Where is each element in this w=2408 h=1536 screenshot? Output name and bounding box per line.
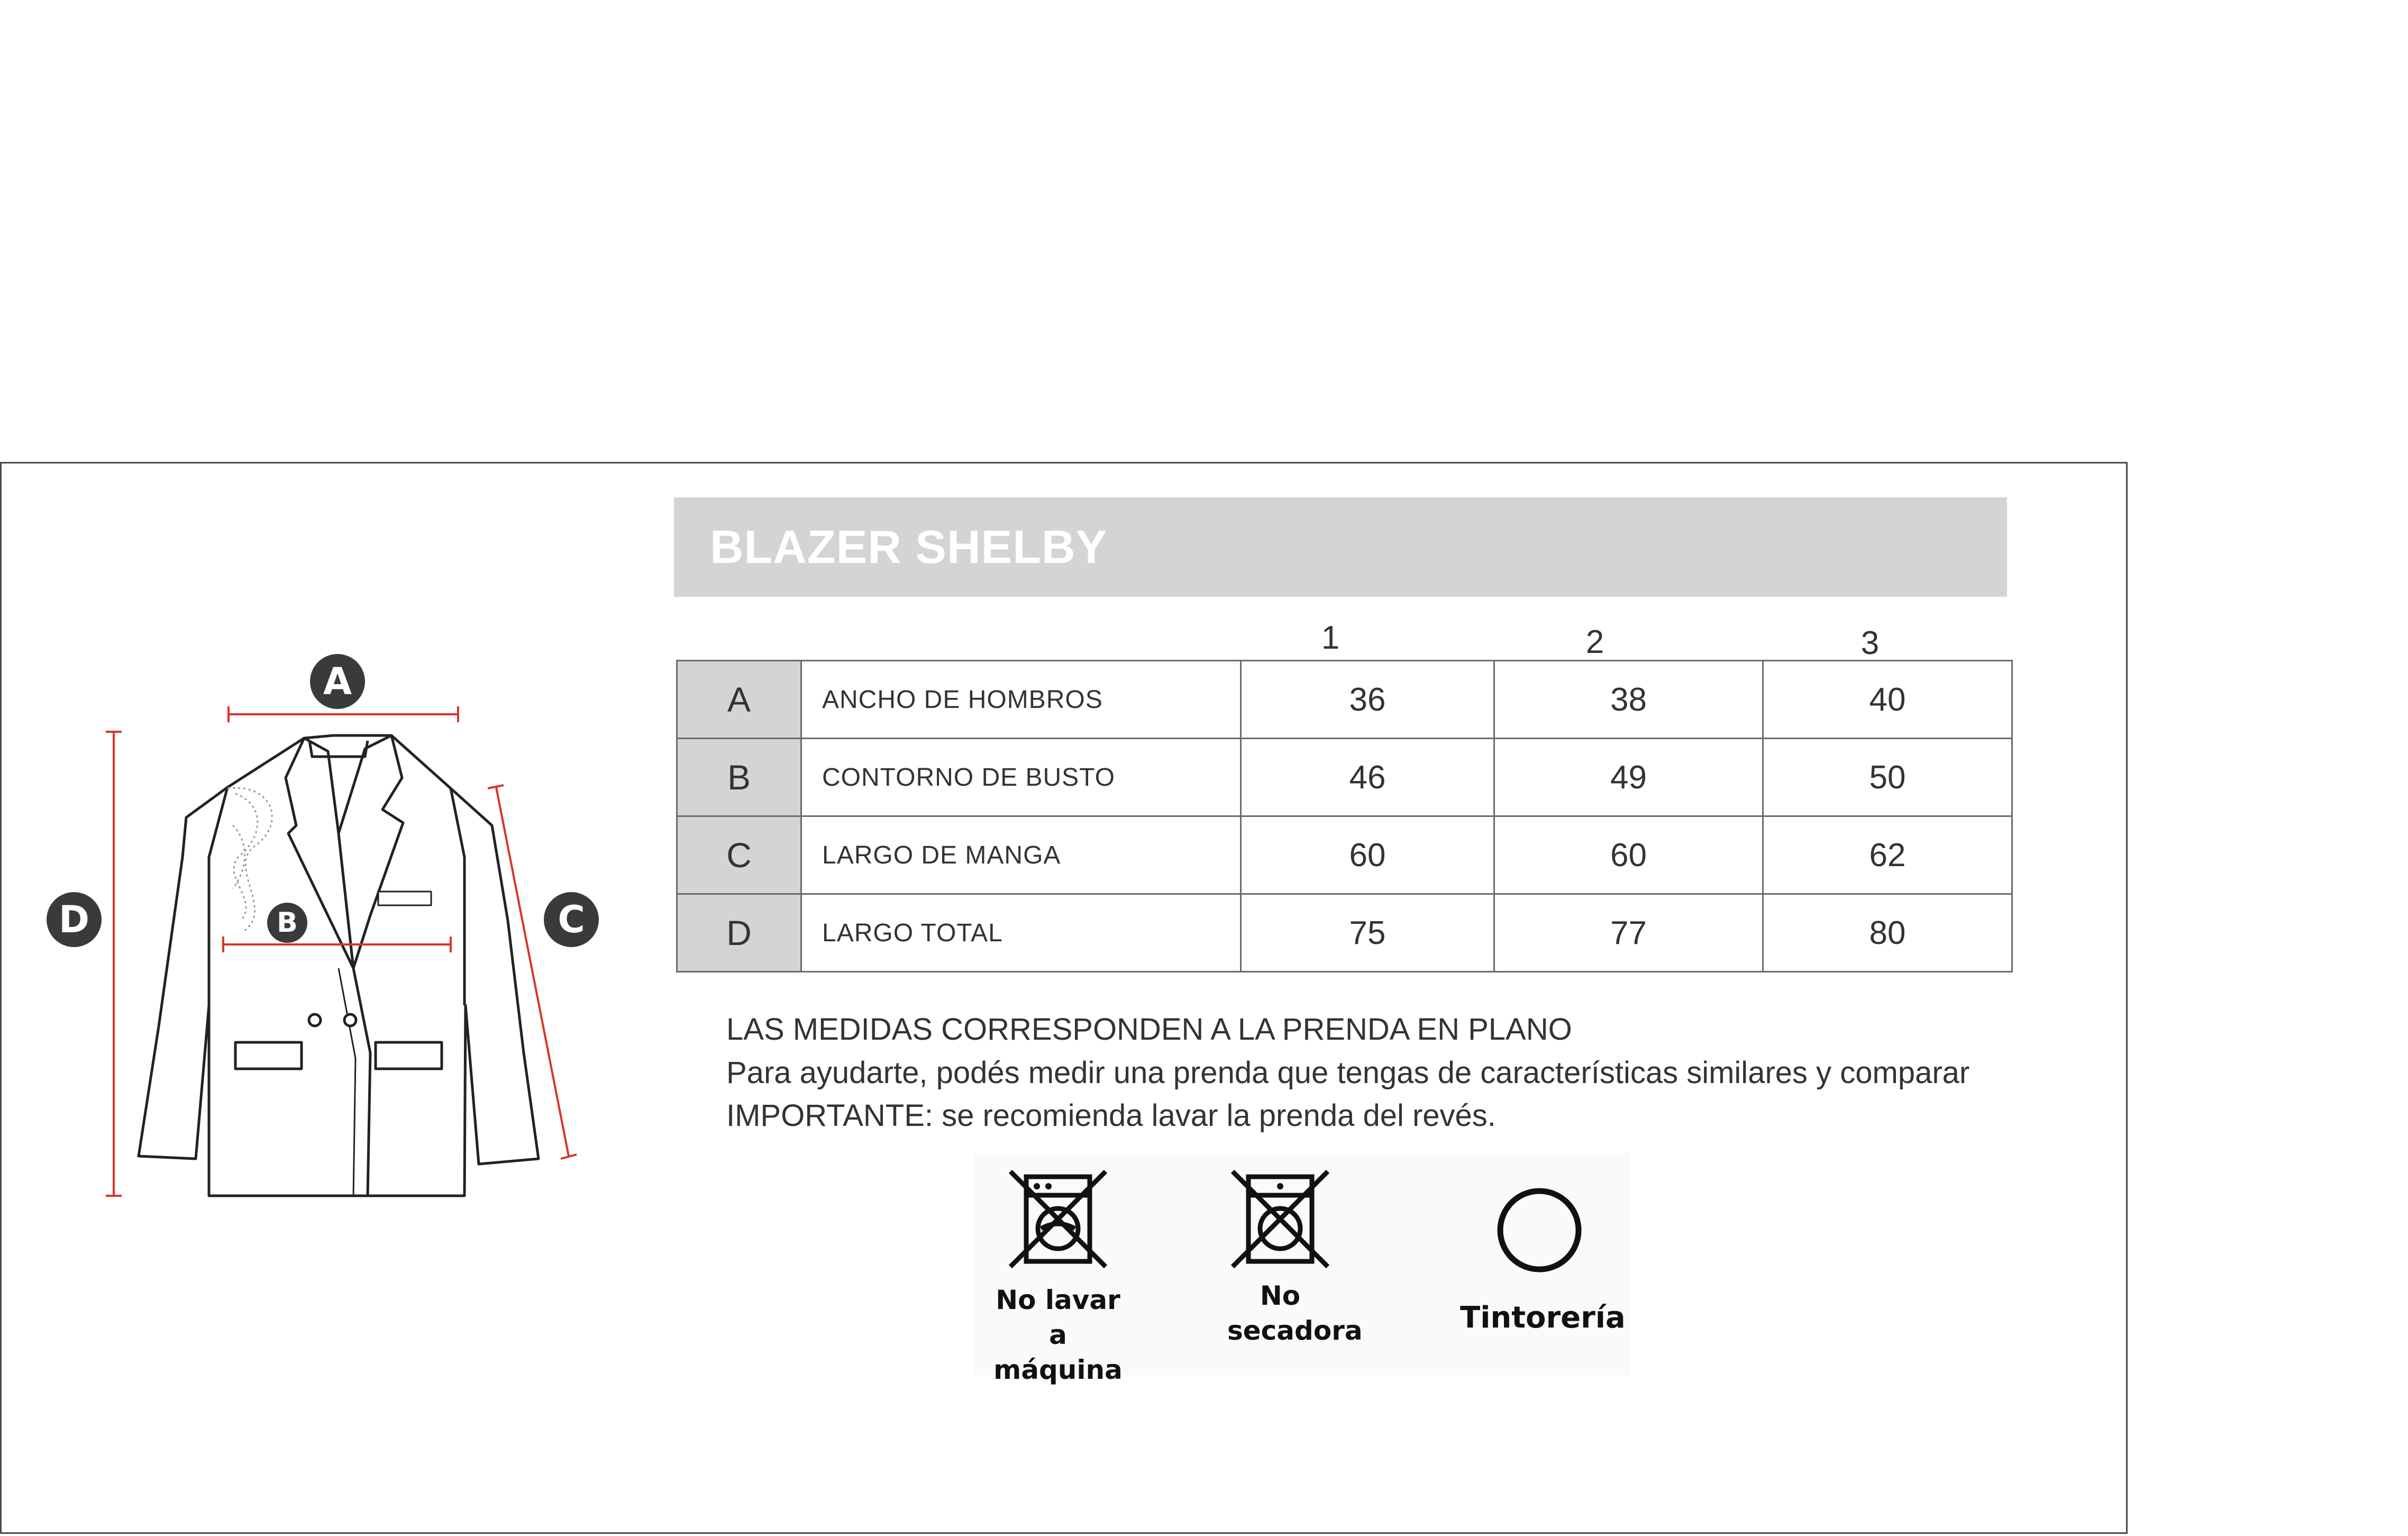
row-letter: D xyxy=(677,894,801,972)
row-label: LARGO DE MANGA xyxy=(801,816,1241,894)
flat-measure-note: LAS MEDIDAS CORRESPONDEN A LA PRENDA EN PLANO xyxy=(726,1012,1572,1047)
value-cell: 62 xyxy=(1763,816,2012,894)
value-cell: 38 xyxy=(1494,661,1763,739)
value-cell: 40 xyxy=(1763,661,2012,739)
care-label-line1: Tintorería xyxy=(1460,1301,1626,1335)
no-tumble-dry-icon xyxy=(1227,1166,1333,1272)
size-heading-3: 3 xyxy=(1860,625,1880,661)
dimension-badge-b: B xyxy=(267,903,307,943)
table-row xyxy=(677,894,2012,972)
care-label-line1: No xyxy=(1260,1280,1301,1311)
value-cell: 46 xyxy=(1241,739,1494,816)
value-cell: 77 xyxy=(1494,894,1763,972)
care-instructions xyxy=(973,1153,1629,1385)
size-heading-1: 1 xyxy=(1321,620,1340,656)
value-cell: 36 xyxy=(1241,661,1494,739)
dimension-badge-d: D xyxy=(47,892,102,947)
product-title: BLAZER SHELBY xyxy=(710,521,1108,573)
blazer-icon xyxy=(139,735,539,1196)
table-row xyxy=(677,661,2012,739)
wash-important-note: IMPORTANTE: se recomienda lavar la prenda del revés. xyxy=(726,1098,1496,1133)
no-machine-wash-icon xyxy=(1005,1166,1111,1272)
table-row xyxy=(677,739,2012,816)
row-letter: C xyxy=(677,816,801,894)
row-label: ANCHO DE HOMBROS xyxy=(801,661,1241,739)
value-cell: 50 xyxy=(1763,739,2012,816)
dry-clean-icon xyxy=(1494,1185,1584,1275)
row-label: CONTORNO DE BUSTO xyxy=(801,739,1241,816)
value-cell: 60 xyxy=(1241,816,1494,894)
size-heading-2: 2 xyxy=(1585,624,1604,660)
row-letter: A xyxy=(677,661,801,739)
measurement-table xyxy=(676,660,2013,973)
blazer-diagram xyxy=(0,0,635,1536)
care-label-line1: No lavar xyxy=(996,1285,1120,1315)
care-item-dry-clean xyxy=(1460,1185,1626,1335)
care-label-line2: secadora xyxy=(1227,1315,1363,1346)
row-label: LARGO TOTAL xyxy=(801,894,1241,972)
row-letter: B xyxy=(677,739,801,816)
compare-tip-note: Para ayudarte, podés medir una prenda que tengas de características similares y comparar xyxy=(726,1056,1970,1090)
dimension-badge-a: A xyxy=(310,654,365,709)
care-label-line2: a máquina xyxy=(993,1320,1123,1385)
care-item-no-tumble-dry xyxy=(1227,1166,1363,1348)
value-cell: 49 xyxy=(1494,739,1763,816)
dimension-badge-c: C xyxy=(544,892,599,947)
care-item-no-machine-wash xyxy=(984,1166,1132,1387)
table-row xyxy=(677,816,2012,894)
value-cell: 80 xyxy=(1763,894,2012,972)
value-cell: 60 xyxy=(1494,816,1763,894)
value-cell: 75 xyxy=(1241,894,1494,972)
product-title-bar xyxy=(674,497,2007,597)
